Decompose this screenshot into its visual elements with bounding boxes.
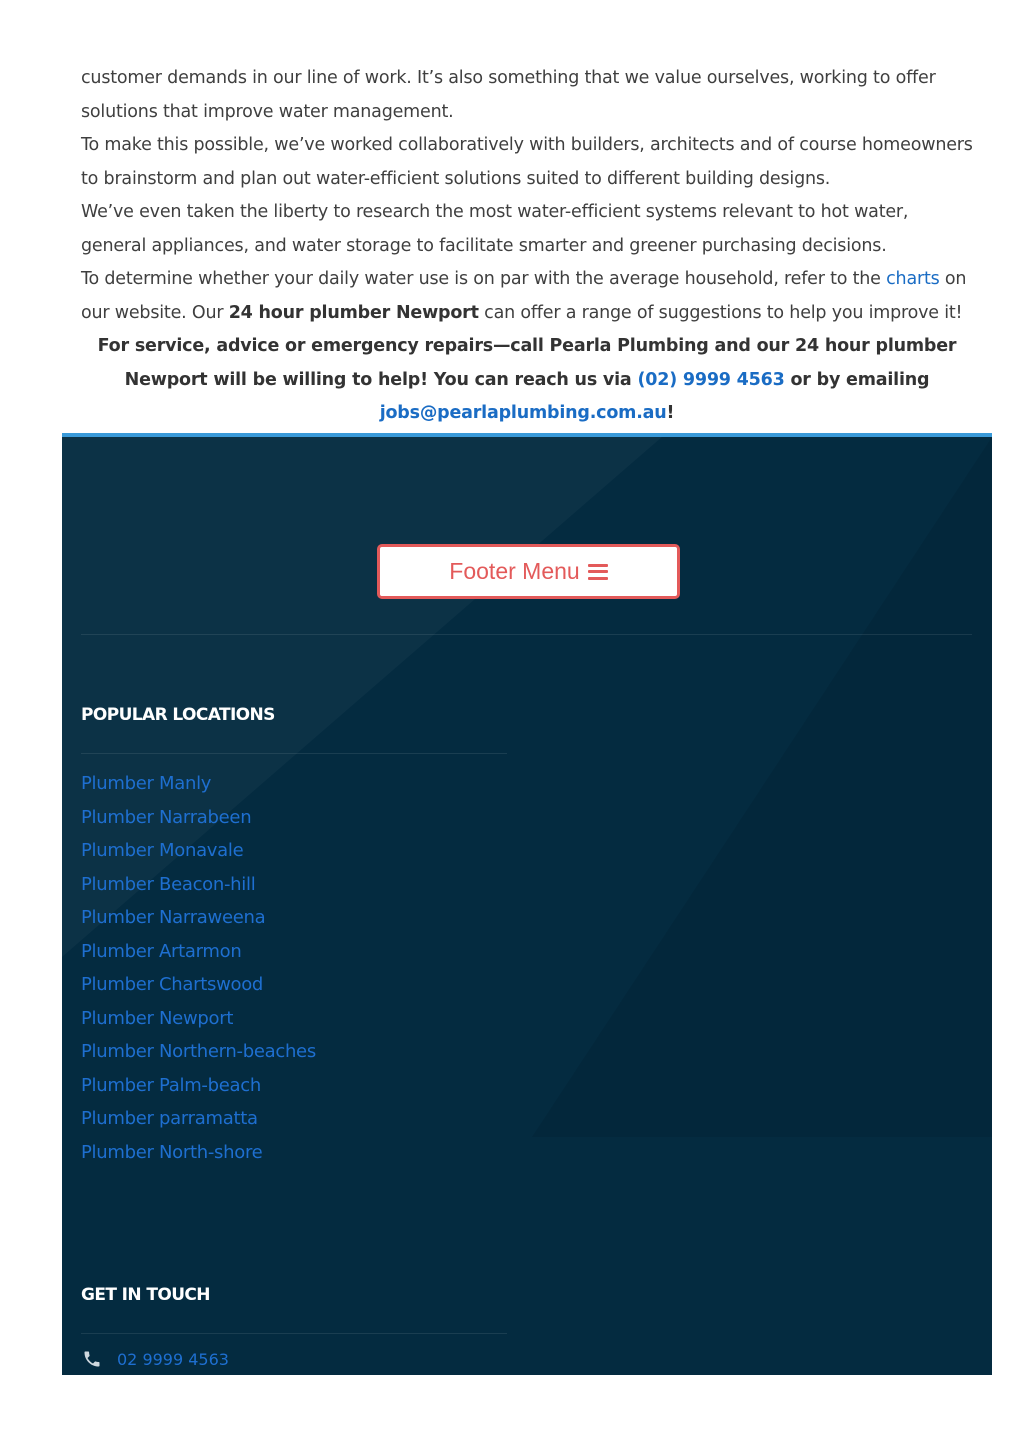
phone-number: 02 9999 4563 [117, 1349, 229, 1369]
location-link[interactable]: Plumber Narraweena [81, 907, 266, 928]
location-link[interactable]: Plumber Narrabeen [81, 806, 252, 828]
location-link[interactable]: Plumber Manly [81, 773, 212, 794]
charts-link[interactable]: charts [886, 269, 940, 289]
location-link[interactable]: Plumber Chartswood [81, 974, 264, 995]
paragraph-4-text-c: can offer a range of suggestions to help you improve it! [478, 302, 963, 323]
location-link[interactable]: Plumber Newport [81, 1007, 234, 1029]
location-link[interactable]: Plumber Palm-beach [81, 1074, 261, 1096]
location-link[interactable]: Plumber Artarmon [81, 940, 242, 962]
footer-decor-shade [532, 437, 992, 1137]
location-link[interactable]: Plumber Beacon-hill [81, 873, 256, 895]
paragraph-3: We’ve even taken the liberty to research the most water-efficient systems relevant to hot water, general appliances, and water storage to facilitate smarter and greener purchasing decisions. [81, 202, 909, 256]
plumber-newport-strong: 24 hour plumber Newport [228, 302, 479, 323]
footer-menu-button[interactable] [377, 544, 680, 599]
paragraph-4-text-a: To determine whether your daily water use is on par with the average household, refer to the [81, 269, 887, 289]
locations-rule [81, 753, 507, 754]
location-link[interactable]: Plumber North-shore [81, 1141, 263, 1163]
popular-locations-heading: POPULAR LOCATIONS [81, 705, 275, 725]
paragraph-4 [81, 263, 973, 330]
phone-contact[interactable] [81, 1349, 229, 1369]
cta-phone-link[interactable]: (02) 9999 4563 [637, 369, 785, 390]
call-to-action [81, 330, 973, 431]
footer-menu-label: Footer Menu [449, 558, 580, 584]
location-link[interactable]: Plumber parramatta [81, 1108, 258, 1129]
contact-rule [81, 1333, 507, 1334]
location-link[interactable]: Plumber Northern-beaches [81, 1041, 316, 1062]
cta-text-a: For service, advice or emergency repairs—call Pearla Plumbing and our 24 hour plumber Newport will be willing to help! You can reach us via [97, 336, 957, 390]
cta-email-link[interactable]: jobs@pearlaplumbing.com.au [379, 403, 667, 423]
phone-icon [81, 1349, 103, 1369]
location-link[interactable]: Plumber Monavale [81, 840, 244, 861]
cta-end: ! [666, 403, 675, 423]
hamburger-icon [588, 564, 608, 580]
article-body [81, 62, 973, 431]
locations-list [81, 767, 316, 1169]
paragraph-4-text-b: on our website. Our [81, 269, 967, 323]
paragraph-1: customer demands in our line of work. It’s also something that we value ourselves, working to offer solutions that improve water management. [81, 68, 936, 122]
paragraph-2: To make this possible, we’ve worked collaboratively with builders, architects and of course homeowners to brainstorm and plan out water-efficient solutions suited to different building designs. [81, 135, 973, 189]
get-in-touch-heading: GET IN TOUCH [81, 1285, 210, 1305]
cta-text-b: or by emailing [784, 369, 930, 390]
footer-divider [81, 634, 972, 635]
site-footer [62, 433, 992, 1375]
